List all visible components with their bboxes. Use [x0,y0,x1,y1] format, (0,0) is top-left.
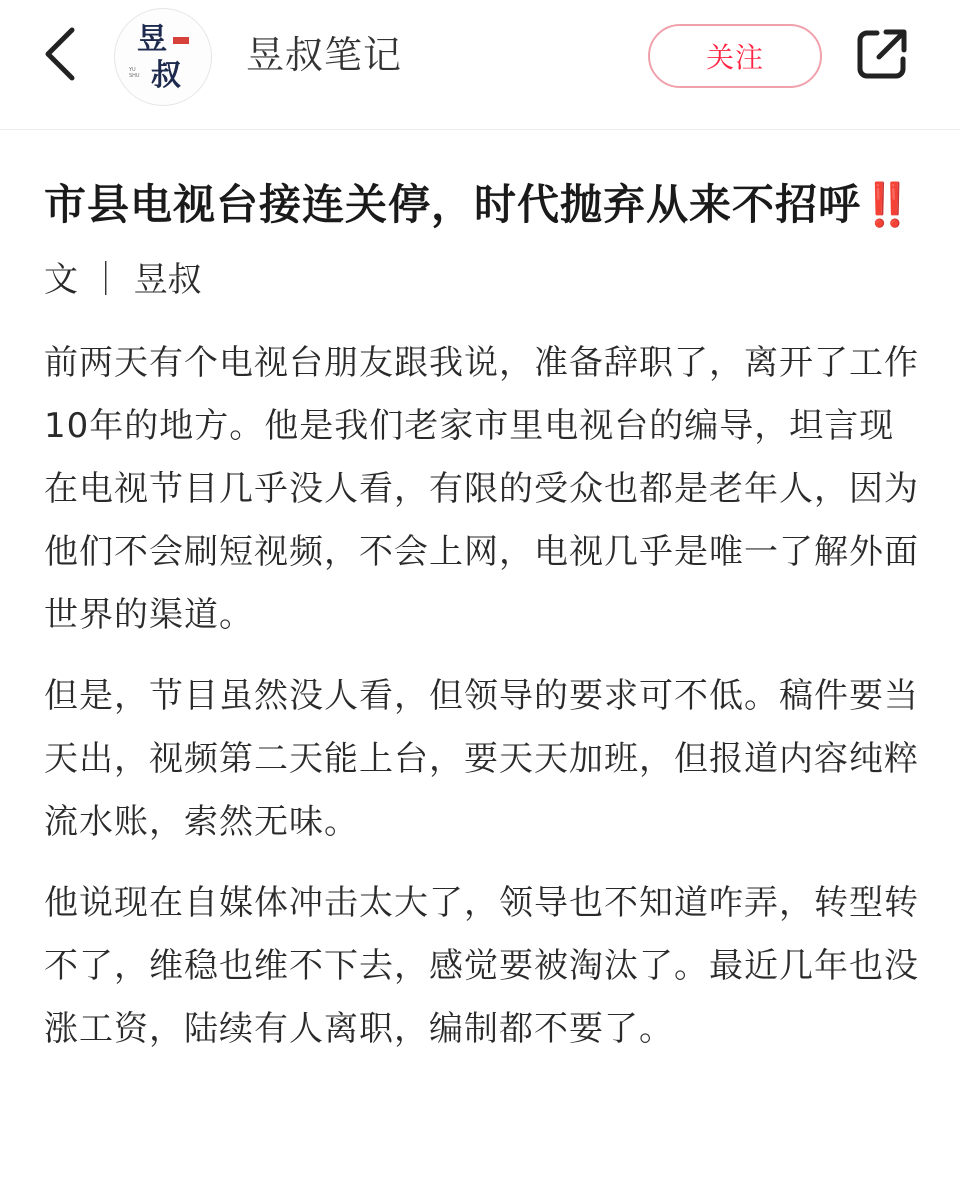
back-button[interactable] [30,22,90,86]
note-content [44,170,920,1061]
share-button[interactable] [850,22,914,86]
paragraph-3: 他说现在自媒体冲击太大了，领导也不知道咋弄，转型转不了，维稳也维不下去，感觉要被淘汰了。最近几年也没涨工资，陆续有人离职，编制都不要了。 [44,883,919,1049]
share-icon [855,27,909,81]
svg-text:YU: YU [129,67,136,73]
note-title [44,170,920,240]
paragraph-1: 前两天有个电视台朋友跟我说，准备辞职了，离开了工作10年的地方。他是我们老家市里电视台的编导，坦言现在电视节目几乎没人看，有限的受众也都是老年人，因为他们不会刷短视频，不会上网，电视几乎是唯一了解外面世界的渠道。 [44,343,919,635]
top-bar [0,0,960,130]
svg-text:SHU: SHU [129,73,140,79]
author-name[interactable]: 昱叔笔记 [246,33,403,77]
byline: 文 ｜ 昱叔 [44,260,202,300]
svg-text:昱: 昱 [137,22,167,57]
paragraph-2: 但是，节目虽然没人看，但领导的要求可不低。稿件要当天出，视频第二天能上台，要天天加班，但报道内容纯粹流水账，索然无味。 [44,676,919,842]
author-avatar[interactable] [114,8,212,106]
double-exclamation-icon: ‼️ [861,180,915,229]
seal-logo [115,9,212,106]
follow-button[interactable]: 关注 [648,24,822,88]
svg-text:叔: 叔 [151,58,181,93]
title-text: 市县电视台接连关停，时代抛弃从来不招呼 [44,180,862,229]
chevron-left-icon [42,26,78,82]
